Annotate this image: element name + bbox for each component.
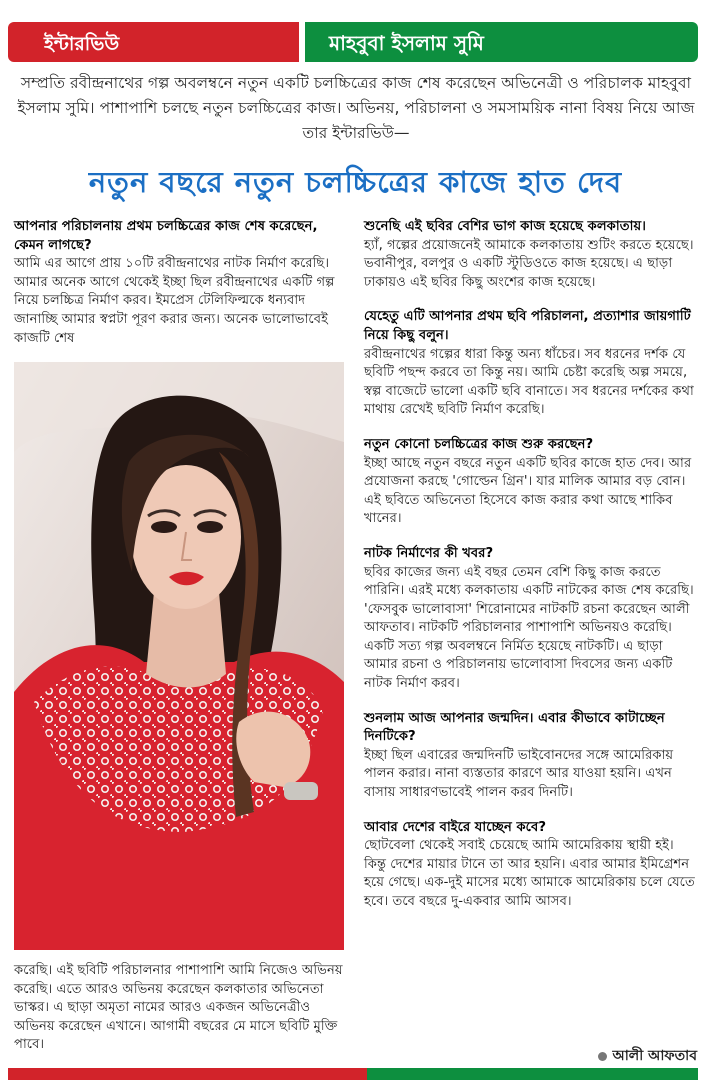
qa-block <box>364 436 698 529</box>
interview-answer: হ্যাঁ, গল্পের প্রয়োজনেই আমাকে কলকাতায় শুটিং করতে হয়েছে। ভবানীপুর, বলপুর ও একটি স্টুডিওতে কাজ হয়েছে। এ ছাড়া ঢাকায়ও এই ছবির কিছু অংশের কাজ হয়েছে। <box>364 237 694 290</box>
qa-block <box>364 218 698 292</box>
interview-question: নাটক নির্মাণের কী খবর? <box>364 545 494 561</box>
right-column <box>364 218 698 928</box>
left-column-top <box>14 218 346 348</box>
interview-answer: ইচ্ছা ছিল এবারের জন্মদিনটি ভাইবোনদের সঙ্গে আমেরিকায় পালন করার। নানা ব্যস্ততার কারণে আর যাওয়া হয়নি। এখন বাসায় সাধারণভাবেই পালন করব দিনটি। <box>364 747 674 801</box>
interview-question: নতুন কোনো চলচ্চিত্রের কাজ শুরু করছেন? <box>364 436 594 452</box>
portrait-photo <box>14 362 344 950</box>
qa-block <box>364 819 698 912</box>
portrait-illustration <box>14 362 344 950</box>
article-headline: নতুন বছরে নতুন চলচ্চিত্রের কাজে হাত দেব <box>88 165 623 199</box>
footer-color-bar <box>8 1068 698 1080</box>
section-label: ইন্টারভিউ <box>44 33 120 55</box>
intro-paragraph: সম্প্রতি রবীন্দ্রনাথের গল্প অবলম্বনে নতুন একটি চলচ্চিত্রের কাজ শেষ করেছেন অভিনেত্রী ও পরিচালক মাহবুবা ইসলাম সুমি। পাশাপাশি চলছে নতুন চলচ্চিত্রের কাজ। অভিনয়, পরিচালনা ও সমসাময়িক নানা বিষয় নিয়ে আজ তার ইন্টারভিউ— <box>17 74 695 142</box>
author-name: আলী আফতাব <box>612 1048 697 1064</box>
interview-question: আপনার পরিচালনায় প্রথম চলচ্চিত্রের কাজ শেষ করেছেন, কেমন লাগছে? <box>14 219 318 253</box>
interview-question: আবার দেশের বাইরে যাচ্ছেন কবে? <box>364 819 546 835</box>
interview-question: শুনেছি এই ছবির বেশির ভাগ কাজ হয়েছে কলকাতায়। <box>364 219 646 234</box>
qa-block <box>364 710 698 803</box>
interview-answer: রবীন্দ্রনাথের গল্পের ধারা কিন্তু অন্য ধাঁচের। সব ধরনের দর্শক যে ছবিটি পছন্দ করবে তা কিন্তু নয়। আমি চেষ্টা করেছি অল্প সময়ে, স্বল্প বাজেটে ভালো একটি ছবি বানাতে। সব ধরনের দর্শকের কথা মাথায় রেখেই ছবিটি নির্মাণ করেছি। <box>364 346 694 418</box>
interview-answer-continued: করেছি। এই ছবিটি পরিচালনার পাশাপাশি আমি নিজেও অভিনয় করেছি। এতে আরও অভিনয় করেছেন কলকাতার অভিনেতা ভাস্কর। এ ছাড়া অমৃতা নামের আরও একজন অভিনেত্রীও অভিনয় করেছেন এখানে। আগামী বছরের মে মাসে ছবিটি মুক্তি পাবে। <box>14 963 343 1053</box>
article-header <box>8 22 698 62</box>
interview-answer: ছবির কাজের জন্য এই বছর তেমন বেশি কিছু কাজ করতে পারিনি। এরই মধ্যে কলকাতায় একটি নাটকের কাজ শেষ করেছি। 'ফেসবুক ভালোবাসা' শিরোনামের নাটকটি রচনা করেছেন আলী আফতাব। নাটকটি পরিচালনার পাশাপাশি অভিনয়ও করেছি। একটি সত্য গল্প অবলম্বনে নির্মিত হয়েছে নাটকটি। এ ছাড়া আমার রচনা ও পরিচালনায় ভালোবাসা দিবসের জন্য একটি নাটক নির্মাণ করব। <box>364 564 694 692</box>
qa-block <box>364 308 698 420</box>
interview-answer: ইচ্ছা আছে নতুন বছরে নতুন একটি ছবির কাজে হাত দেব। আর প্রযোজনা করছে 'গোল্ডেন গ্রিন'। যার মালিক আমার বড় বোন। এই ছবিতে অভিনেতা হিসেবে কাজ করার কথা আছে শাকিব খানের। <box>364 455 692 527</box>
bullet-icon <box>598 1052 607 1061</box>
interview-question: যেহেতু এটি আপনার প্রথম ছবি পরিচালনা, প্রত্যাশার জায়গাটি নিয়ে কিছু বলুন। <box>364 309 691 343</box>
interview-answer: আমি এর আগে প্রায় ১০টি রবীন্দ্রনাথের নাটক নির্মাণ করেছি। আমার অনেক আগে থেকেই ইচ্ছা ছিল রবীন্দ্রনাথের একটি গল্প নিয়ে চলচ্চিত্র নির্মাণ করব। ইমপ্রেস টেলিফিল্মকে ধন্যবাদ জানাচ্ছি আমার স্বপ্নটা পূরণ করার জন্য। অনেক ভালোভাবেই কাজটি শেষ <box>14 256 335 346</box>
qa-block <box>364 545 698 694</box>
author-byline <box>598 1044 697 1068</box>
section-tag <box>8 22 299 62</box>
interview-answer: ছোটবেলা থেকেই সবাই চেয়েছে আমি আমেরিকায় স্থায়ী হই। কিন্তু দেশের মায়ার টানে তা আর হয়নি। এবার আমার ইমিগ্রেশন হয়ে গেছে। এক-দুই মাসের মধ্যে আমাকে আমেরিকায় চলে যেতে হবে। তবে বছরে দু-একবার আমি আসব। <box>364 838 695 909</box>
left-column-bottom <box>14 962 346 1055</box>
name-tag <box>305 22 698 62</box>
interview-question: শুনলাম আজ আপনার জন্মদিন। এবার কীভাবে কাটাচ্ছেন দিনটিকে? <box>364 710 665 745</box>
person-name: মাহবুবা ইসলাম সুমি <box>329 31 484 55</box>
